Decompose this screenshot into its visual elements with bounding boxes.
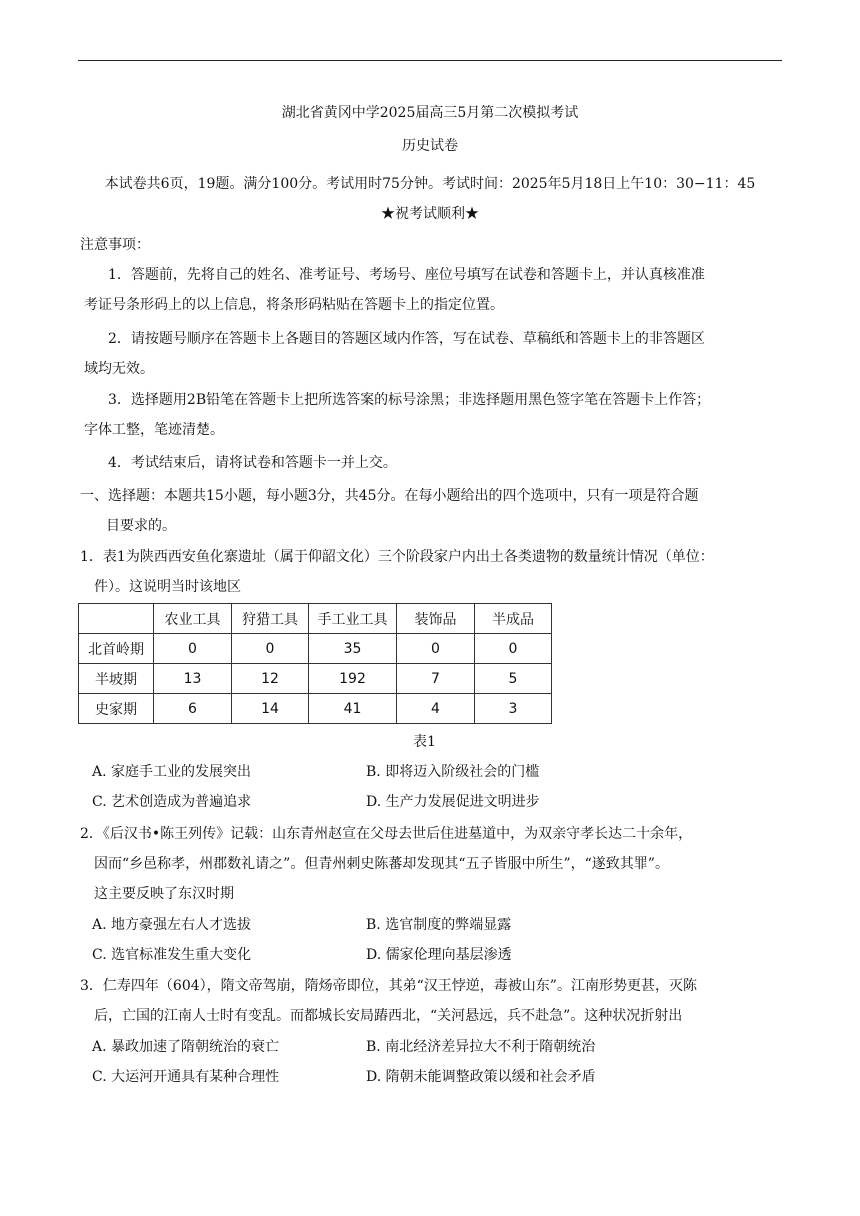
row-header: 半坡期 — [79, 664, 154, 694]
q1-option-b: B. 即将迈入阶级社会的门槛 — [366, 764, 540, 780]
q3-option-b: B. 南北经济差异拉大不利于隋朝统治 — [366, 1039, 596, 1055]
col-header: 手工业工具 — [309, 604, 397, 634]
q2-stem-line-2: 因而“乡邑称孝，州郡数礼请之”。但青州刺史陈蕃却发现其“五子皆服中所生”，“遂致其罪”。 — [94, 856, 669, 872]
table-cell: 7 — [397, 664, 475, 694]
q1-table — [78, 603, 552, 724]
notice-item-3-line-1: 3．选择题用2B铅笔在答题卡上把所选答案的标号涂黑；非选择题用黑色签字笔在答题卡上作答； — [108, 392, 711, 408]
table-row — [79, 634, 552, 664]
q2-stem-line-1: 2．《后汉书•陈王列传》记载：山东青州赵宣在父母去世后住进墓道中，为双亲守孝长达二十余年， — [80, 826, 693, 842]
notice-item-1-line-1: 1．答题前，先将自己的姓名、准考证号、考场号、座位号填写在试卷和答题卡上，并认真核准准 — [108, 267, 705, 283]
table-cell: 0 — [154, 634, 232, 664]
q1-option-d: D. 生产力发展促进文明进步 — [366, 794, 540, 810]
section-heading-line-2: 目要求的。 — [106, 518, 176, 534]
table-row — [79, 694, 552, 724]
q3-stem-line-2: 后，亡国的江南人士时有变乱。而都城长安局踳西北，“关河悬远，兵不赴急”。这种状况折射出 — [94, 1008, 683, 1024]
table-cell: 13 — [154, 664, 232, 694]
q3-stem-line-1: 3．仁寿四年（604），隋文帝驾崩，隋炀帝即位，其弟“汉王悖逆，毒被山东”。江南形势更甚，灭陈 — [80, 978, 697, 994]
col-header: 装饰品 — [397, 604, 475, 634]
table-caption: 表1 — [413, 734, 436, 750]
q2-option-c: C. 选官标准发生重大变化 — [92, 947, 252, 963]
exam-title: 湖北省黄冈中学2025届高三5月第二次模拟考试 — [281, 105, 579, 121]
table-cell: 3 — [475, 694, 552, 724]
exam-subject: 历史试卷 — [402, 138, 458, 154]
q1-stem-line-2: 件）。这说明当时该地区 — [94, 579, 241, 595]
notice-heading: 注意事项： — [80, 237, 150, 253]
col-header: 半成品 — [475, 604, 552, 634]
exam-info: 本试卷共6页，19题。满分100分。考试用时75分钟。考试时间：2025年5月18日上午10：30−11：45 — [104, 176, 756, 192]
table-cell: 5 — [475, 664, 552, 694]
table-header-row — [79, 604, 552, 634]
section-heading-line-1: 一、选择题：本题共15小题，每小题3分，共45分。在每小题给出的四个选项中，只有一项是符合题 — [80, 488, 699, 504]
notice-item-1-line-2: 考证号条形码上的以上信息，将条形码粘贴在答题卡上的指定位置。 — [84, 297, 504, 313]
row-header: 史家期 — [79, 694, 154, 724]
q3-option-d: D. 隋朝未能调整政策以缓和社会矛盾 — [366, 1069, 596, 1085]
q2-option-a: A. 地方豪强左右人才选拔 — [92, 917, 252, 933]
col-header: 农业工具 — [154, 604, 232, 634]
q2-option-b: B. 选官制度的弊端显露 — [366, 917, 512, 933]
q1-option-c: C. 艺术创造成为普遍追求 — [92, 794, 252, 810]
table-row — [79, 664, 552, 694]
table-cell: 0 — [475, 634, 552, 664]
notice-item-3-line-2: 字体工整，笔迹清楚。 — [84, 422, 224, 438]
table-cell: 14 — [232, 694, 309, 724]
q1-option-a: A. 家庭手工业的发展突出 — [92, 764, 252, 780]
table-cell: 41 — [309, 694, 397, 724]
table-cell: 4 — [397, 694, 475, 724]
table-cell: 0 — [397, 634, 475, 664]
q3-option-c: C. 大运河开通具有某种合理性 — [92, 1069, 280, 1085]
table-corner-cell — [79, 604, 154, 634]
q1-stem-line-1: 1．表1为陕西西安鱼化寨遗址（属于仰韶文化）三个阶段家户内出土各类遗物的数量统计情况（单位： — [80, 549, 714, 565]
col-header: 狩猎工具 — [232, 604, 309, 634]
table-cell: 12 — [232, 664, 309, 694]
row-header: 北首岭期 — [79, 634, 154, 664]
q2-option-d: D. 儒家伦理向基层渗透 — [366, 947, 512, 963]
top-rule — [78, 60, 782, 61]
table-cell: 35 — [309, 634, 397, 664]
q2-stem-line-3: 这主要反映了东汉时期 — [94, 886, 234, 902]
table-cell: 6 — [154, 694, 232, 724]
exam-blessing: ★祝考试顺利★ — [381, 206, 479, 222]
notice-item-2-line-1: 2．请按题号顺序在答题卡上各题目的答题区域内作答，写在试卷、草稿纸和答题卡上的非答题区 — [108, 331, 705, 347]
table-cell: 0 — [232, 634, 309, 664]
notice-item-2-line-2: 域均无效。 — [84, 361, 154, 377]
notice-item-4: 4．考试结束后，请将试卷和答题卡一并上交。 — [108, 455, 397, 471]
table-cell: 192 — [309, 664, 397, 694]
q3-option-a: A. 暴政加速了隋朝统治的衰亡 — [92, 1039, 280, 1055]
